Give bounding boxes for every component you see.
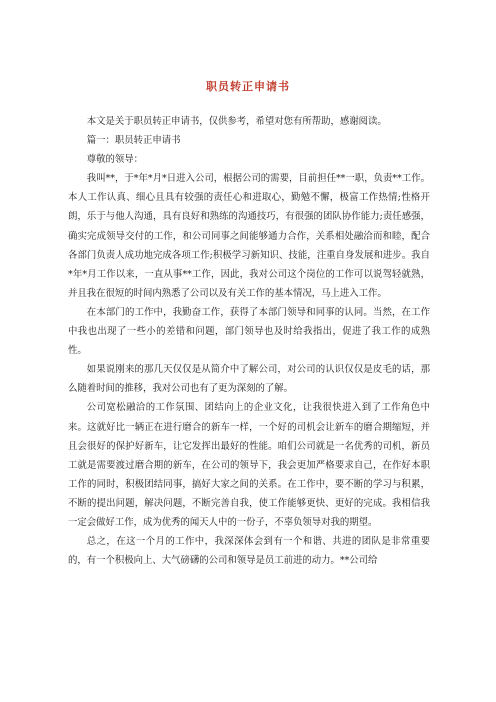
paragraph-company-culture: 公司宽松融洽的工作氛围、团结向上的企业文化，让我很快进入到了工作角色中来。这就好比一辆正在进行磨合的新车一样，一个好的司机会让新车的磨合期缩短，并且会很好的保护好新车，让它发挥出最好的性能。咱们公司就是一名优秀的司机，新员工就是需要渡过磨合期的新车，在公司的领导下，我会更加严格要求自己，在作好本职工作的同时，积极团结同事，搞好大家之间的关系。在工作中，要不断的学习与积累，不断的提出问题，解决问题，不断完善自我，使工作能够更快、更好的完成。我相信我一定会做好工作，成为优秀的闻天人中的一份子，不辜负领导对我的期望。 [68,402,430,528]
document-title: 职员转正申请书 [206,80,290,93]
paragraph-section-heading: 篇一：职员转正申请书 [86,135,181,147]
paragraph-summary: 总之，在这一个月的工作中，我深深体会到有一个和谐、共进的团队是非常重要的，有一个积极向上、大气磅礴的公司和领导是员工前进的动力。**公司给 [68,536,430,567]
paragraph-company-understanding: 如果说刚来的那几天仅仅是从简介中了解公司，对公司的认识仅仅是皮毛的话，那么随着时间的推移，我对公司也有了更为深刻的了解。 [68,364,430,395]
paragraph-department-work: 在本部门的工作中，我勤奋工作，获得了本部门领导和同事的认同。当然，在工作中我也出现了一些小的差错和问题，部门领导也及时给我指出，促进了我工作的成熟性。 [68,306,430,357]
paragraph-intro: 本文是关于职员转正申请书，仅供参考，希望对您有所帮助，感谢阅读。 [86,116,387,127]
paragraph-salutation: 尊敬的领导： [86,154,144,166]
document-body [68,112,430,570]
paragraph-self-introduction: 我叫**，于*年*月*日进入公司，根据公司的需要，目前担任**一职，负责**工作。本人工作认真、细心且具有较强的责任心和进取心，勤勉不懈，极富工作热情;性格开朗，乐于与他人沟通，具有良好和熟练的沟通技巧，有很强的团队协作能力;责任感强，确实完成领导交付的工作，和公司同事之间能够通力合作，关系相处融洽而和睦，配合各部门负责人成功地完成各项工作;积极学习新知识、技能，注重自身发展和进步。我自*年*月工作以来，一直从事**工作，因此，我对公司这个岗位的工作可以说驾轻就熟，并且我在很短的时间内熟悉了公司以及有关工作的基本情况，马上进入工作。 [68,173,430,299]
